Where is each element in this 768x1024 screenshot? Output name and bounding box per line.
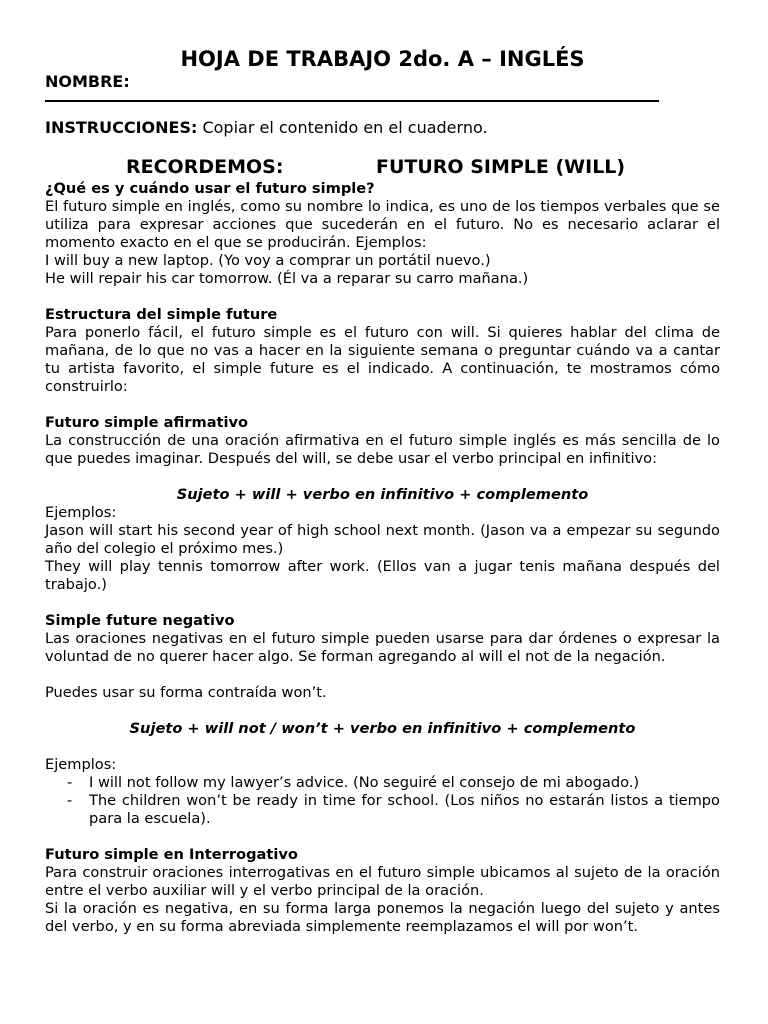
bullet-dash: -	[67, 792, 73, 809]
instructions	[45, 118, 720, 138]
list-item	[45, 792, 720, 828]
intro-example-1: I will buy a new laptop. (Yo voy a comprar un portátil nuevo.)	[45, 252, 491, 269]
affirmative-example-1: Jason will start his second year of high school next month. (Jason va a empezar su segundo año del colegio el próximo mes.)	[45, 522, 720, 557]
recall-heading	[45, 154, 720, 180]
intro-heading: ¿Qué es y cuándo usar el futuro simple?	[45, 180, 375, 197]
interrogative-text-1: Para construir oraciones interrogativas en el futuro simple ubicamos al sujeto de la oración entre el verbo auxiliar will y el verbo principal de la oración.	[45, 864, 720, 899]
instructions-text: Copiar el contenido en el cuaderno.	[197, 118, 488, 137]
affirmative-formula: Sujeto + will + verbo en infinitivo + complemento	[176, 486, 589, 503]
affirmative-examples-label: Ejemplos:	[45, 504, 117, 521]
negative-examples-label: Ejemplos:	[45, 756, 117, 773]
worksheet-title: HOJA DE TRABAJO 2do. A – INGLÉS	[180, 47, 585, 71]
negative-text: Las oraciones negativas en el futuro simple pueden usarse para dar órdenes o expresar la voluntad de no querer hacer algo. Se forman agregando al will el not de la negación.	[45, 630, 720, 665]
list-item	[45, 774, 720, 792]
negative-heading: Simple future negativo	[45, 612, 235, 629]
negative-example-2: The children won’t be ready in time for school. (Los niños no estarán listos a tiempo para la escuela).	[89, 792, 720, 827]
worksheet-page	[45, 46, 720, 936]
affirmative-heading: Futuro simple afirmativo	[45, 414, 249, 431]
structure-text: Para ponerlo fácil, el futuro simple es el futuro con will. Si quieres hablar del clima de mañana, de lo que no vas a hacer en la siguiente semana o preguntar cuándo va a cantar tu artista favorito, el simple future es el indicado. A continuación, te mostramos cómo construirlo:	[45, 324, 720, 395]
negative-contraction: Puedes usar su forma contraída won’t.	[45, 684, 327, 701]
bullet-dash: -	[67, 774, 73, 791]
negative-example-1: I will not follow my lawyer’s advice. (No seguiré el consejo de mi abogado.)	[89, 774, 640, 791]
topic-title: FUTURO SIMPLE (WILL)	[376, 156, 626, 178]
name-label: NOMBRE:	[45, 72, 130, 91]
negative-examples-list	[45, 774, 720, 828]
interrogative-heading: Futuro simple en Interrogativo	[45, 846, 298, 863]
interrogative-text-2: Si la oración es negativa, en su forma larga ponemos la negación luego del sujeto y antes del verbo, y en su forma abreviada simplemente reemplazamos el will por won’t.	[45, 900, 720, 935]
affirmative-example-2: They will play tennis tomorrow after work. (Ellos van a jugar tenis mañana después del trabajo.)	[45, 558, 720, 593]
name-line	[45, 96, 659, 102]
instructions-label: INSTRUCCIONES:	[45, 118, 198, 137]
recall-label: RECORDEMOS:	[126, 156, 284, 178]
intro-example-2: He will repair his car tomorrow. (Él va a reparar su carro mañana.)	[45, 270, 529, 287]
intro-text: El futuro simple en inglés, como su nombre lo indica, es uno de los tiempos verbales que se utiliza para expresar acciones que sucederán en el futuro. No es necesario aclarar el momento exacto en el que se producirán. Ejemplos:	[45, 198, 720, 251]
affirmative-text: La construcción de una oración afirmativa en el futuro simple inglés es más sencilla de lo que puedes imaginar. Después del will, se debe usar el verbo principal en infinitivo:	[45, 432, 720, 467]
negative-formula: Sujeto + will not / won’t + verbo en infinitivo + complemento	[129, 720, 636, 737]
structure-heading: Estructura del simple future	[45, 306, 278, 323]
